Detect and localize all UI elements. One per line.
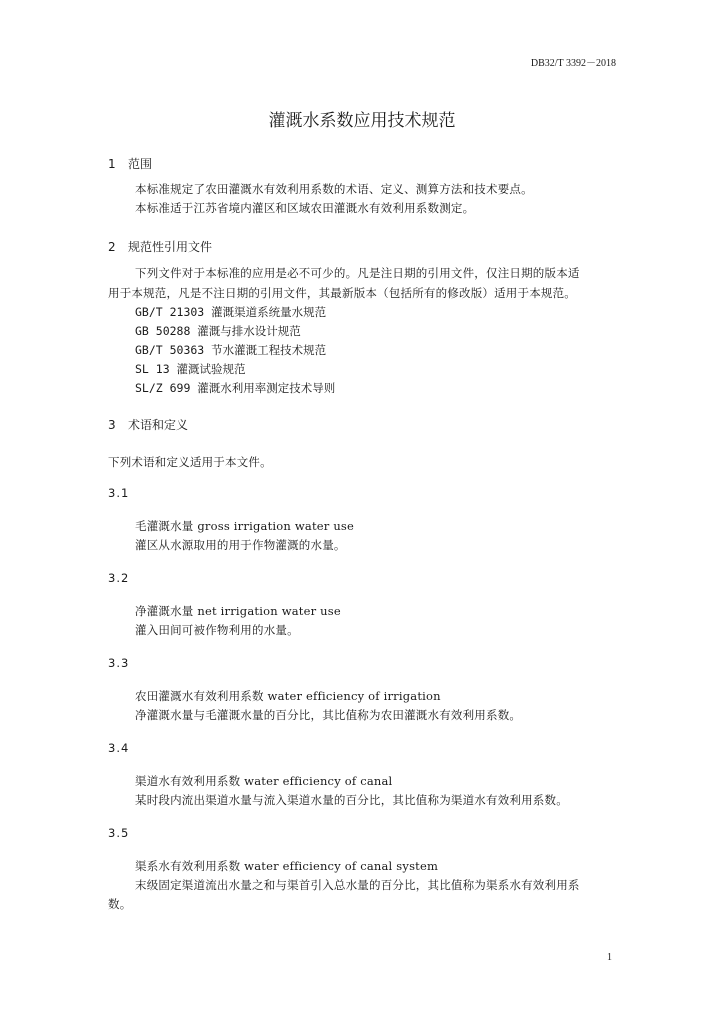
section-2-paragraph-line-1: 下列文件对于本标准的应用是必不可少的。凡是注日期的引用文件，仅注日期的版本适 [135,266,580,280]
term-name: 净灌溉水量 net irrigation water use [135,604,341,618]
section-1-title: 范围 [128,157,153,171]
section-1-paragraph-1: 本标准规定了农田灌溉水有效利用系数的术语、定义、测算方法和技术要点。 [135,182,533,196]
term-name: 渠道水有效利用系数 water efficiency of canal [135,774,393,788]
term-number: 3.5 [108,826,130,840]
term-number: 3.4 [108,741,130,755]
section-2-number: 2 [108,240,116,254]
page-number: 1 [607,952,612,963]
reference-item: SL 13 灌溉试验规范 [135,362,246,376]
section-2-heading [108,238,212,255]
term-definition: 某时段内流出渠道水量与流入渠道水量的百分比，其比值称为渠道水有效利用系数。 [135,793,568,807]
term-definition: 末级固定渠道流出水量之和与渠首引入总水量的百分比，其比值称为渠系水有效利用系 [135,878,580,892]
reference-item: SL/Z 699 灌溉水利用率测定技术导则 [135,381,336,395]
term-number: 3.2 [108,571,130,585]
term-definition: 灌区从水源取用的用于作物灌溉的水量。 [135,538,346,552]
term-name: 农田灌溉水有效利用系数 water efficiency of irrigation [135,689,441,703]
term-number: 3.3 [108,656,130,670]
term-definition: 净灌溉水量与毛灌溉水量的百分比，其比值称为农田灌溉水有效利用系数。 [135,708,522,722]
section-3-intro: 下列术语和定义适用于本文件。 [108,455,272,469]
page-title: 灌溉水系数应用技术规范 [268,111,456,131]
section-1-number: 1 [108,157,116,171]
term-definition: 灌入田间可被作物利用的水量。 [135,623,299,637]
term-name: 毛灌溉水量 gross irrigation water use [135,519,355,533]
section-3-heading [108,416,188,433]
section-1-heading [108,155,152,172]
section-1-paragraph-2: 本标准适于江苏省境内灌区和区域农田灌溉水有效利用系数测定。 [135,201,475,215]
term-definition-continuation: 数。 [108,897,132,911]
reference-item: GB 50288 灌溉与排水设计规范 [135,324,301,338]
term-number: 3.1 [108,486,130,500]
section-2-paragraph-line-2: 用于本规范，凡是不注日期的引用文件，其最新版本（包括所有的修改版）适用于本规范。 [108,286,576,300]
reference-item: GB/T 50363 节水灌溉工程技术规范 [135,343,327,357]
section-3-number: 3 [108,418,116,432]
document-code: DB32/T 3392－2018 [530,58,616,69]
term-name: 渠系水有效利用系数 water efficiency of canal system [135,859,439,873]
section-2-title: 规范性引用文件 [128,240,213,254]
reference-item: GB/T 21303 灌溉渠道系统量水规范 [135,305,327,319]
section-3-title: 术语和定义 [128,418,189,432]
